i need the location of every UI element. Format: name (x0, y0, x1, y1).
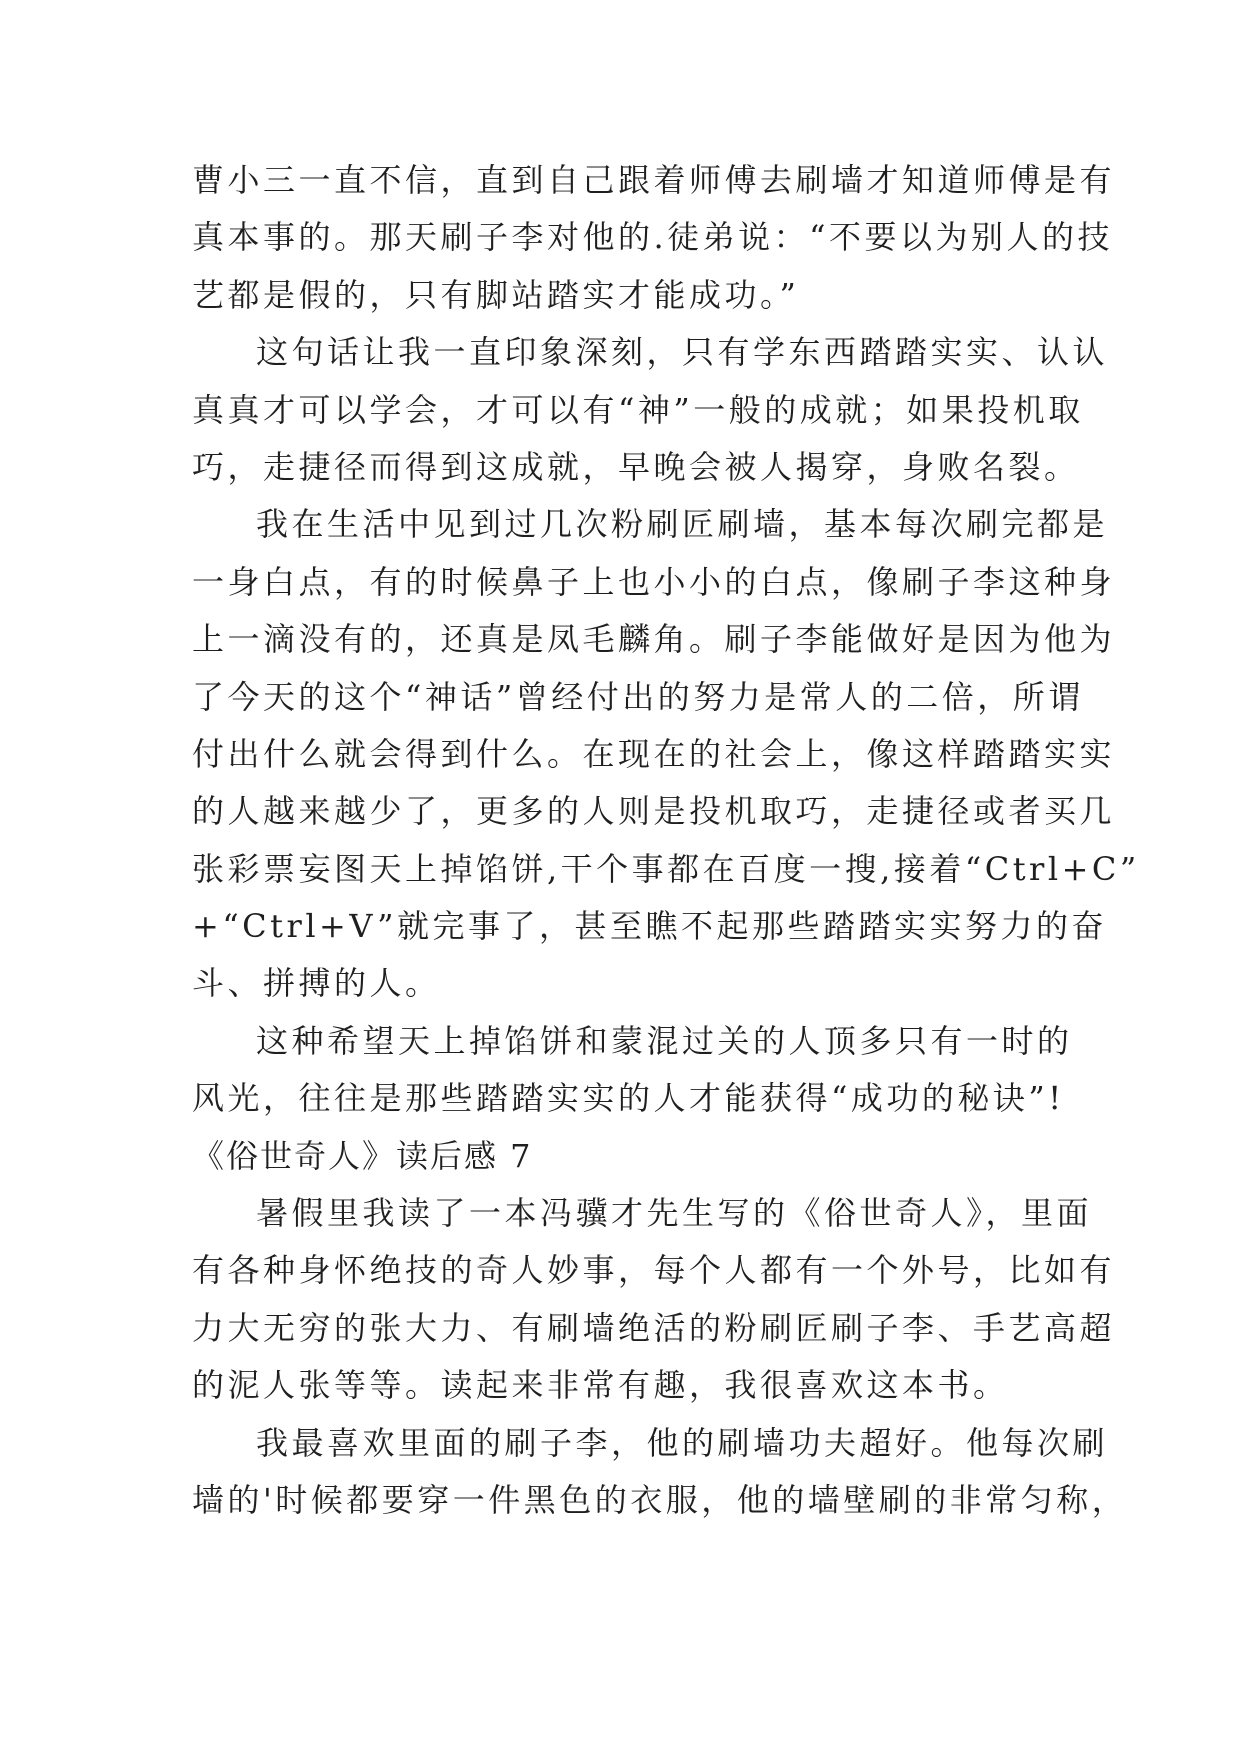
text-line: +“Ctrl+V”就完事了，甚至瞧不起那些踏踏实实努力的奋 (192, 907, 1108, 946)
text-line: 风光，往往是那些踏踏实实的人才能获得“成功的秘诀”! (192, 1079, 1065, 1118)
text-line: 斗、拼搏的人。 (192, 964, 441, 1003)
paragraph-first-line: 我在生活中见到过几次粉刷匠刷墙，基本每次刷完都是 (256, 505, 1109, 544)
section-heading: 《俗世奇人》读后感 7 (192, 1136, 533, 1175)
text-line: 的人越来越少了，更多的人则是投机取巧，走捷径或者买几 (192, 792, 1116, 831)
text-line: 张彩票妄图天上掉馅饼,干个事都在百度一搜,接着“Ctrl+C” (192, 849, 1140, 888)
paragraph-first-line: 暑假里我读了一本冯骥才先生写的《俗世奇人》，里面 (256, 1194, 1093, 1233)
paragraph-first-line: 这句话让我一直印象深刻，只有学东西踏踏实实、认认 (256, 333, 1109, 372)
text-line: 巧，走捷径而得到这成就，早晚会被人揭穿，身败名裂。 (192, 447, 1080, 486)
text-line: 一身白点，有的时候鼻子上也小小的白点，像刷子李这种身 (192, 562, 1116, 601)
text-line: 艺都是假的，只有脚站踏实才能成功。” (192, 275, 800, 314)
paragraph-first-line: 这种希望天上掉馅饼和蒙混过关的人顶多只有一时的 (256, 1021, 1073, 1060)
paragraph-first-line: 我最喜欢里面的刷子李，他的刷墙功夫超好。他每次刷 (256, 1423, 1109, 1462)
body-text (192, 152, 1140, 1529)
text-line: 的泥人张等等。读起来非常有趣，我很喜欢这本书。 (192, 1366, 1009, 1405)
text-line: 上一滴没有的，还真是凤毛麟角。刷子李能做好是因为他为 (192, 620, 1116, 659)
text-line: 力大无穷的张大力、有刷墙绝活的粉刷匠刷子李、手艺高超 (192, 1308, 1116, 1347)
text-line: 墙的'时候都要穿一件黑色的衣服，他的墙壁刷的非常匀称， (192, 1480, 1128, 1519)
text-line: 了今天的这个“神话”曾经付出的努力是常人的二倍，所谓 (192, 677, 1084, 716)
text-line: 曹小三一直不信，直到自己跟着师傅去刷墙才知道师傅是有 (192, 161, 1116, 199)
text-line: 有各种身怀绝技的奇人妙事，每个人都有一个外号，比如有 (192, 1251, 1116, 1290)
text-line: 付出什么就会得到什么。在现在的社会上，像这样踏踏实实 (192, 734, 1116, 773)
text-line: 真真才可以学会，才可以有“神”一般的成就；如果投机取 (192, 390, 1084, 429)
text-line: 真本事的。那天刷子李对他的.徒弟说：“不要以为别人的技 (192, 218, 1114, 257)
